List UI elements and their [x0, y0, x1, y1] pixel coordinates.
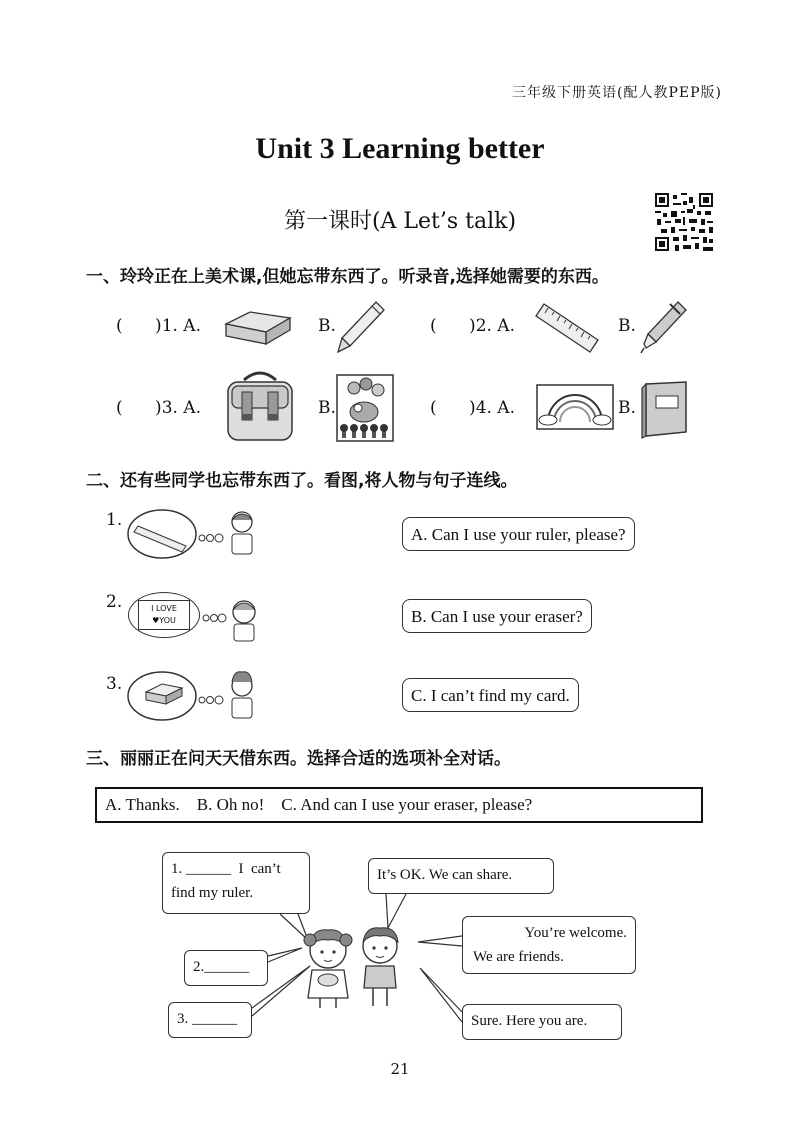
item-4-b-label: B. — [618, 398, 636, 418]
dialogue-bubble-r3: Sure. Here you are. — [462, 1004, 622, 1040]
item-1-b-label: B. — [318, 316, 336, 336]
eraser-thought-icon — [126, 668, 260, 724]
lesson-title: 第一课时(A Let’s talk) — [283, 209, 517, 234]
section-2-heading: 二、还有些同学也忘带东西了。看图,将人物与句子连线。 — [86, 471, 518, 491]
section-3-heading: 三、丽丽正在问天天借东西。选择合适的选项补全对话。 — [86, 749, 511, 769]
dialogue-1-line-2: find my ruler. — [171, 885, 254, 901]
dialogue-1-line-1: 1. ______ I can’t — [171, 861, 281, 877]
sentence-b: B. Can I use your eraser? — [402, 599, 592, 633]
match-num-1: 1. — [106, 510, 123, 530]
dialogue-bubble-r2 — [462, 916, 636, 974]
dialogue-bubble-r1: It’s OK. We can share. — [368, 858, 554, 894]
pen-icon — [640, 300, 690, 354]
rainbow-picture-icon — [536, 384, 614, 430]
match-num-2: 2. — [106, 592, 123, 612]
ruler-icon — [534, 302, 600, 354]
dialogue-bubble-2: 2.______ — [184, 950, 268, 986]
dialogue-characters-icon — [240, 880, 480, 1050]
notebook-icon — [638, 380, 690, 440]
love-card: I LOVE ♥YOU — [138, 600, 190, 630]
backpack-icon — [220, 370, 300, 442]
item-3-b-label: B. — [318, 398, 336, 418]
eraser-icon — [220, 304, 292, 348]
unit-title: Unit 3 Learning better — [255, 132, 545, 165]
sentence-a: A. Can I use your ruler, please? — [402, 517, 635, 551]
dialogue-r2-line-1: You’re welcome. — [524, 925, 627, 941]
section-1-heading: 一、玲玲正在上美术课,但她忘带东西了。听录音,选择她需要的东西。 — [86, 267, 609, 287]
qr-code-icon — [655, 193, 713, 251]
pencil-icon — [336, 300, 388, 354]
picture-icon — [336, 374, 394, 442]
girl-thinking-icon — [200, 596, 260, 642]
options-box: A. Thanks. B. Oh no! C. And can I use your eraser, please? — [95, 787, 703, 823]
item-2-label: ( )2. A. — [430, 316, 515, 336]
match-num-3: 3. — [106, 674, 123, 694]
page-number: 21 — [390, 1060, 410, 1078]
item-4-label: ( )4. A. — [430, 398, 515, 418]
item-3-label: ( )3. A. — [116, 398, 201, 418]
dialogue-r2-line-2: We are friends. — [473, 949, 564, 965]
book-header: 三年级下册英语(配人教PEP版) — [512, 85, 722, 101]
dialogue-bubble-3: 3. ______ — [168, 1002, 252, 1038]
ruler-thought-icon — [126, 506, 260, 562]
item-1-label: ( )1. A. — [116, 316, 201, 336]
item-2-b-label: B. — [618, 316, 636, 336]
sentence-c: C. I can’t find my card. — [402, 678, 579, 712]
